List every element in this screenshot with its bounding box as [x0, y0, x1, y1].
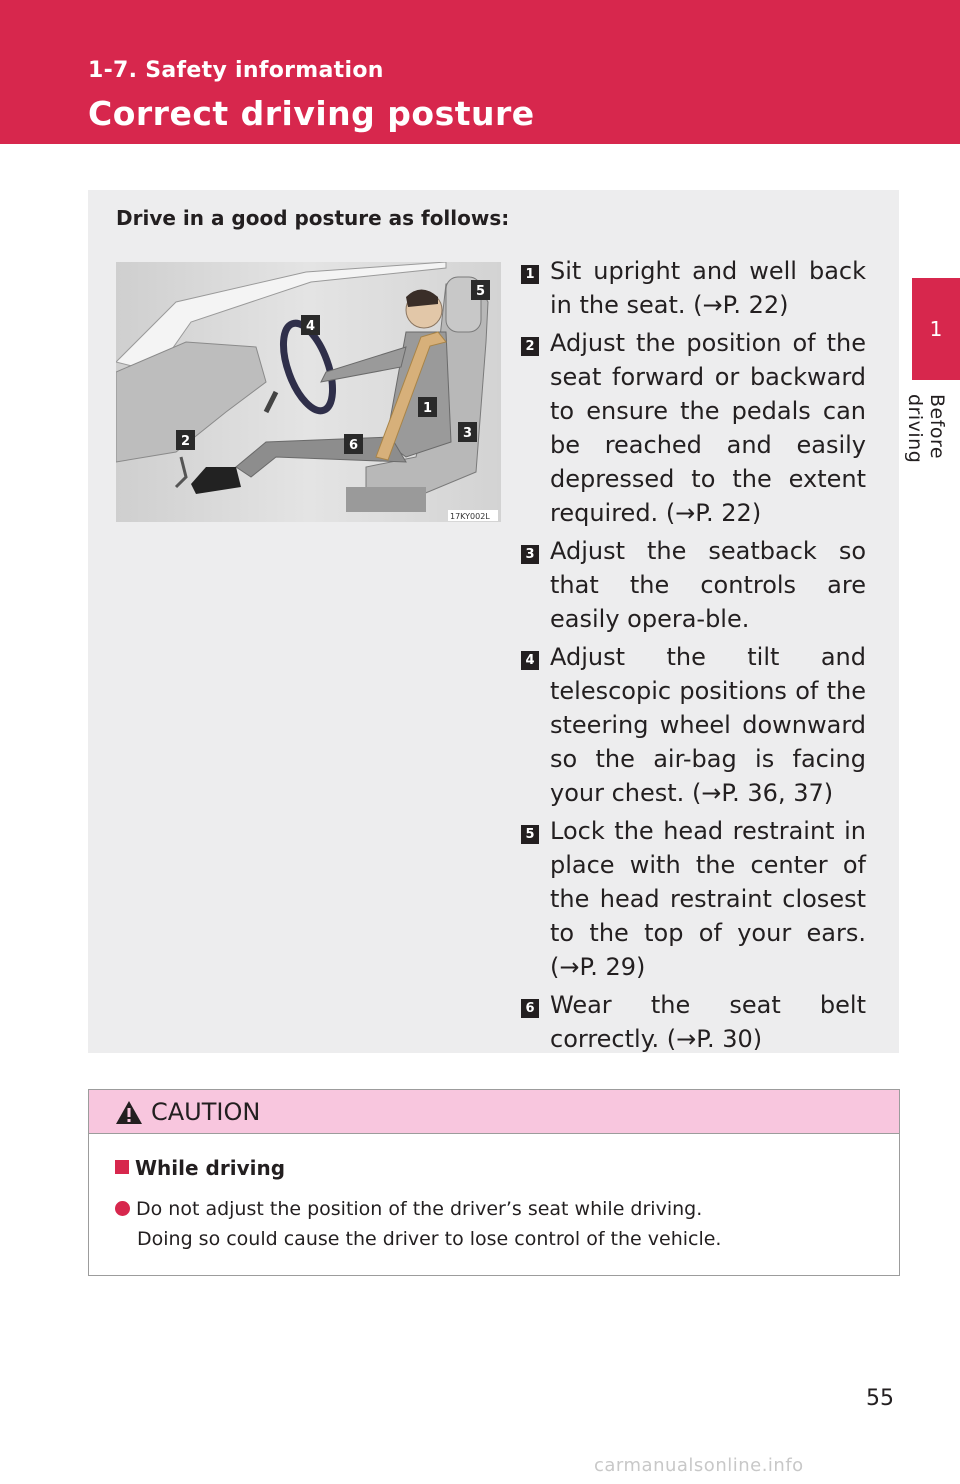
intro-text: Drive in a good posture as follows: — [116, 206, 510, 230]
posture-steps — [520, 254, 866, 1060]
chapter-number: 1 — [929, 317, 943, 341]
square-bullet-icon — [115, 1160, 129, 1174]
svg-text:6: 6 — [349, 438, 359, 453]
step-text: Sit upright and well back in the seat. (→P. 22) — [550, 257, 866, 319]
watermark: carmanualsonline.info — [594, 1455, 804, 1476]
svg-text:1: 1 — [423, 401, 433, 416]
step-number: 3 — [521, 545, 539, 564]
round-bullet-icon — [115, 1201, 130, 1216]
step-number: 1 — [521, 265, 539, 284]
step-text: Adjust the position of the seat forward or backward to ensure the pedals can be reached and easily depressed to the extent required. (→P. 22) — [550, 329, 866, 527]
step-text: Adjust the tilt and telescopic positions of the steering wheel downward so the air-bag is facing your chest. (→P. 36, 37) — [550, 643, 866, 807]
illustration-code: 17KY002L — [450, 512, 490, 521]
step-text: Lock the head restraint in place with the center of the head restraint closest to the top of your ears. (→P. 29) — [550, 817, 866, 981]
svg-text:4: 4 — [306, 319, 316, 334]
caution-bullet — [115, 1194, 702, 1224]
svg-text:5: 5 — [476, 284, 486, 299]
step-text: Wear the seat belt correctly. (→P. 30) — [550, 991, 866, 1053]
page-number: 55 — [866, 1386, 894, 1411]
section-label: 1-7. Safety information — [88, 58, 384, 83]
page-title: Correct driving posture — [88, 94, 535, 133]
step-item — [520, 254, 866, 322]
step-item — [520, 326, 866, 530]
page-header — [0, 0, 960, 144]
step-item — [520, 534, 866, 636]
step-item — [520, 988, 866, 1056]
step-number: 5 — [521, 825, 539, 844]
caution-header — [89, 1090, 899, 1134]
step-number: 6 — [521, 999, 539, 1018]
caution-line-1: Do not adjust the position of the driver’s seat while driving. — [136, 1198, 703, 1220]
step-text: Adjust the seatback so that the controls are easily opera-ble. — [550, 537, 866, 633]
step-item — [520, 814, 866, 984]
warning-triangle-icon — [115, 1100, 143, 1125]
caution-subheading-text: While driving — [135, 1156, 286, 1180]
chapter-tab — [912, 278, 960, 380]
step-number: 4 — [521, 651, 539, 670]
svg-text:2: 2 — [181, 434, 191, 449]
caution-box — [88, 1089, 900, 1276]
caution-line-2: Doing so could cause the driver to lose control of the vehicle. — [137, 1228, 722, 1250]
caution-title: CAUTION — [151, 1098, 261, 1126]
step-number: 2 — [521, 337, 539, 356]
chapter-label: Before driving — [904, 394, 948, 464]
step-item — [520, 640, 866, 810]
svg-text:3: 3 — [463, 426, 473, 441]
driving-posture-illustration — [116, 262, 501, 522]
caution-subheading — [115, 1156, 285, 1180]
